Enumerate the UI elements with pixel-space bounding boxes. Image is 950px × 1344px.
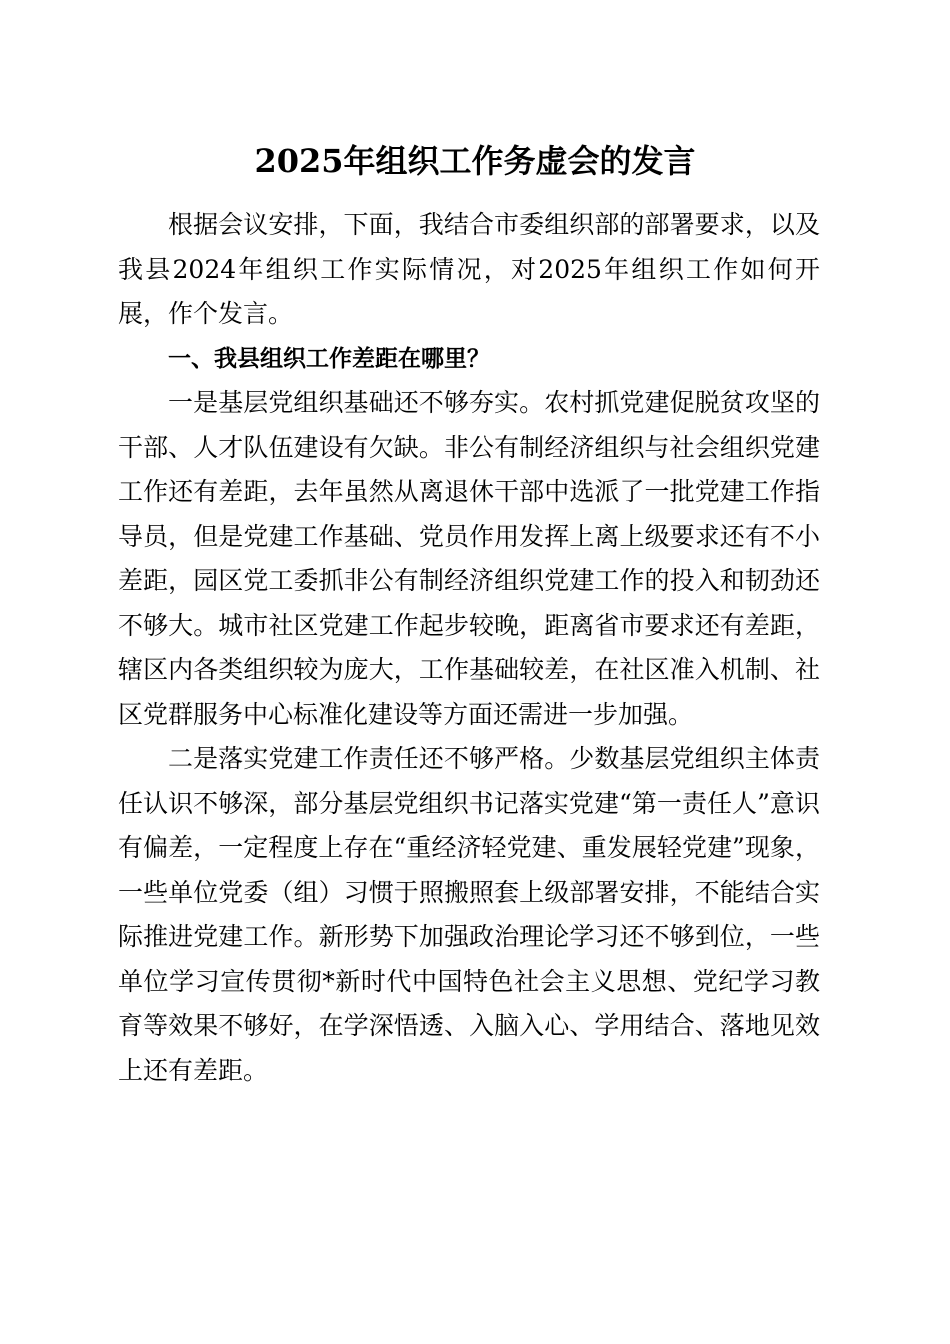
section-heading: 一、我县组织工作差距在哪里？ bbox=[168, 345, 490, 372]
paragraph-1: 一是基层党组织基础还不够夯实。农村抓党建促脱贫攻坚的干部、人才队伍建设有欠缺。非公有制经济组织与社会组织党建工作还有差距，去年虽然从离退休干部中选派了一批党建工作指导员，但是党建工作基础、党员作用发挥上离上级要求还有不小差距，园区党工委抓非公有制经济组织党建工作的投入和韧劲还不够大。城市社区党建工作起步较晚，距离省市要求还有差距，辖区内各类组织较为庞大，工作基础较差，在社区准入机制、社区党群服务中心标准化建设等方面还需进一步加强。 bbox=[118, 388, 820, 729]
document-title: 2025年组织工作务虚会的发言 bbox=[254, 142, 696, 180]
document-body bbox=[118, 203, 820, 1093]
intro-paragraph: 根据会议安排，下面，我结合市委组织部的部署要求，以及我县2024年组织工作实际情况，对2025年组织工作如何开展，作个发言。 bbox=[118, 210, 820, 328]
paragraph-2: 二是落实党建工作责任还不够严格。少数基层党组织主体责任认识不够深，部分基层党组织书记落实党建“第一责任人”意识有偏差，一定程度上存在“重经济轻党建、重发展轻党建”现象，一些单位党委（组）习惯于照搬照套上级部署安排，不能结合实际推进党建工作。新形势下加强政治理论学习还不够到位，一些单位学习宣传贯彻*新时代中国特色社会主义思想、党纪学习教育等效果不够好，在学深悟透、入脑入心、学用结合、落地见效上还有差距。 bbox=[118, 744, 820, 1085]
